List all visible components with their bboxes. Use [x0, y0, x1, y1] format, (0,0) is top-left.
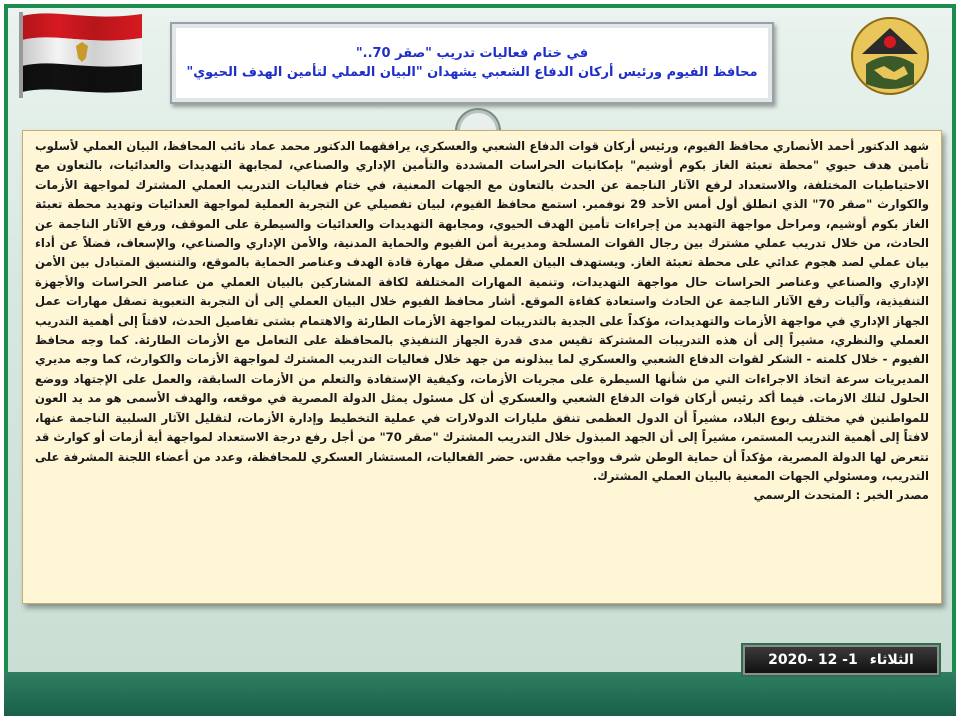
- headline-line-1: في ختام فعاليات تدريب "صقر 70..": [355, 46, 589, 61]
- date-badge: [743, 645, 939, 675]
- headline-line-2: محافظ الفيوم ورئيس أركان الدفاع الشعبي يشهدان "البيان العملي لتأمين الهدف الحيوي": [186, 65, 758, 80]
- article-source: مصدر الخبر : المتحدث الرسمي: [753, 488, 929, 503]
- headline-box: [170, 22, 774, 104]
- date-value: 1- 12 -2020: [768, 652, 858, 668]
- footer-band: [4, 672, 956, 716]
- article-body: شهد الدكتور أحمد الأنصاري محافظ الفيوم، ورئيس أركان قوات الدفاع الشعبي والعسكري، يرافقهما الدكتور محمد عماد نائب المحافظ، البيان العملي لأسلوب تأمين هدف حيوي "محطة تعبئة الغاز بكوم أوشيم" بإمكانيات الحراسات المشددة والتأمين الإداري والصناعي، لمجابهة التهديدات والعدائيات، بالتعاون مع الاحتياطيات المختلفة، والاستعداد لرفع الآثار الناجمة عن الحدث بالتعاون مع الجهات المعنية، في ختام فعاليات التدريب العملي المشترك لمواجهة الأزمات والكوارث "صقر 70" الذي انطلق أول أمس الأحد 29 نوفمبر. استمع محافظ الفيوم، لبيان تفصيلي عن التجربة العملية لمواجهة العدائيات وتهديد محطة تعبئة الغاز بكوم أوشيم، ومراحل مواجهة التهديد من إجراءات تأمين الهدف الحيوي، ومجابهة التهديدات والعدائيات والسيطرة على الموقف، ورفع الآثار الناجمة عن الحادث، من خلال تدريب عملي مشترك بين رجال القوات المسلحة ومديرية أمن الفيوم والحماية المدنية، والأمن الإداري والصناعي، والإسعاف، فضلاً عن أداء بيان عملي لصد هجوم عدائي على محطة تعبئة الغاز. ويستهدف البيان العملي صقل مهارة قادة الهدف وعناصر الحماية بالموقع، والتنسيق المتبادل بين الأمن الإداري والصناعي وعناصر الحراسات حال مواجهة التهديدات، وتنمية المهارات المختلفة لكافة المشاركين بالبيان العملي من عناصر الحراسات والأجهزة التنفيذية، وآليات رفع الآثار الناجمة عن الحادث واستعادة كفاءة الموقع. أشار محافظ الفيوم خلال البيان العملي إلى أن التجربة التعبوية تصقل مهارات عمل الجهاز الإداري في مواجهة الأزمات والتهديدات، مؤكداً على الجدية بالتدريبات لمواجهة الأزمات الطارئة والاهتمام بشتى تفاصيل الحدث، لافتاً إلى أهمية التدريب العملي والنظري، مشيراً إلى أن هذه التدريبات المشتركة تقيس مدى قدرة الجهاز التنفيذي بالمحافظة على التعامل مع الأزمات الطارئة. كما وجه محافظ الفيوم - خلال كلمته - الشكر لقوات الدفاع الشعبي والعسكري لما يبذلونه من جهد خلال فعاليات التدريب المشترك لمواجهة الأزمات والكوارث، كما وجه مديري المديريات سرعة اتخاذ الاجراءات التي من شأنها السيطرة على مجريات الأزمات، وكيفية الإستفادة والتعلم من الأزمات السابقة، والعمل على الإجتهاد ووضع الحلول لتلك الازمات. فيما أكد رئيس أركان قوات الدفاع الشعبي والعسكري أن كل مسئول يمثل الدولة المصرية في موقعه، والهدف الأسمى هو مد يد العون للمواطنين في مختلف ربوع البلاد، مشيراً أن الدول العظمى تنفق مليارات الدولارات في عملية التخطيط وإدارة الأزمات، لتقليل الآثار السلبية الناجمة عنها، لافتاً إلى أهمية التدريب المستمر، مشيراً إلى أن الجهد المبذول خلال التدريب المشترك "صقر 70" من أجل رفع درجة الاستعداد لمواجهة أية أزمات أو كوارث قد تتعرض لها الدولة المصرية، مؤكداً أن حماية الوطن شرف وواجب مقدس. حضر الفعاليات، المستشار العسكري للمحافظة، وعدد من أعضاء اللجنة المشرفة على التدريب، ومسئولي الجهات المعنية بالبيان العملي المشترك.: [35, 139, 929, 483]
- date-day: الثلاثاء: [869, 652, 914, 668]
- egypt-flag-icon: [16, 8, 148, 100]
- article-panel: [22, 130, 942, 604]
- governorate-emblem-icon: [844, 14, 936, 98]
